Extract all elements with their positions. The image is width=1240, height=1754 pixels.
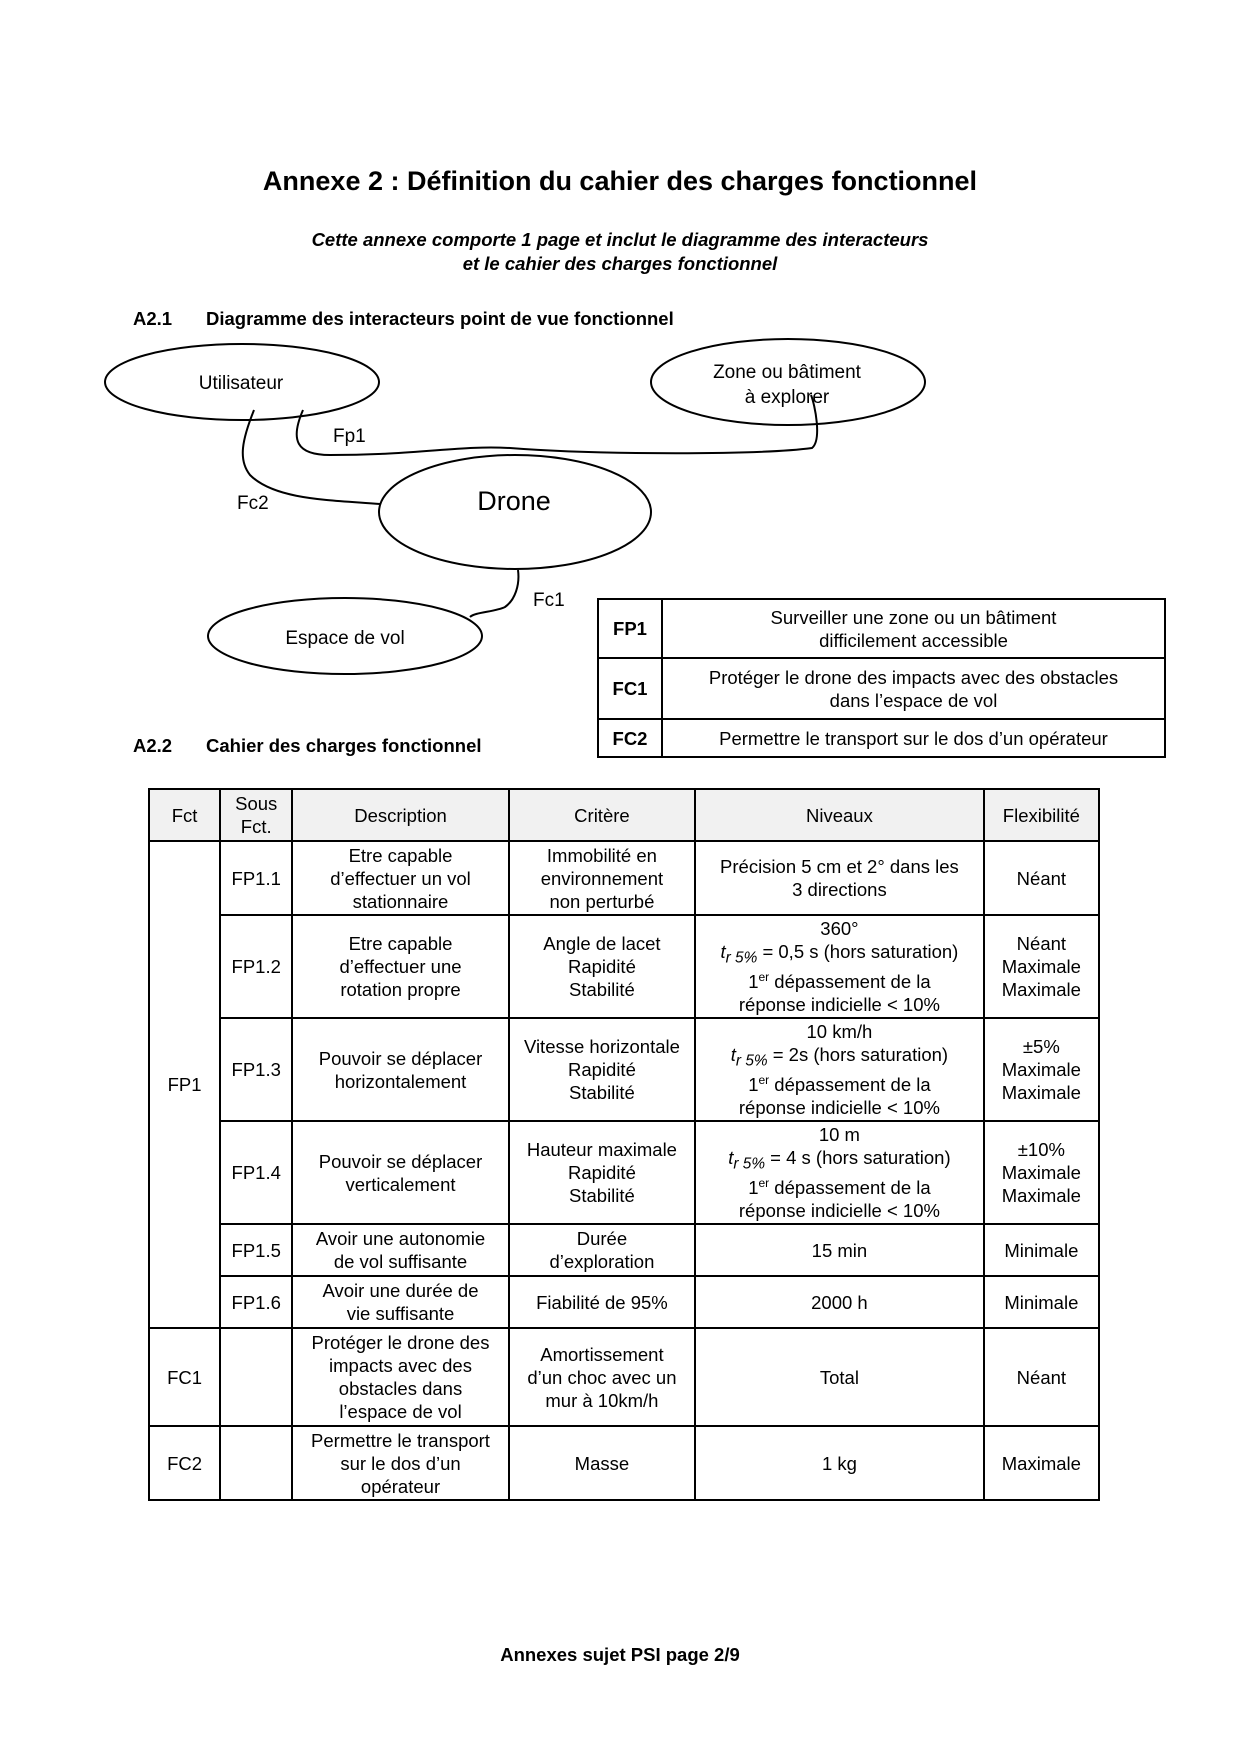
overshoot-ordinal: 1 <box>748 1073 759 1095</box>
description-line: Pouvoir se déplacer <box>318 1150 483 1172</box>
table-row <box>149 1276 1099 1328</box>
niveaux-cell: 2000 h <box>695 1276 984 1328</box>
page-footer: Annexes sujet PSI page 2/9 <box>500 1644 740 1665</box>
sous-fct-cell: FP1.6 <box>220 1276 292 1328</box>
overshoot-text: dépassement de la <box>769 1073 931 1095</box>
functions-text <box>662 658 1165 719</box>
critere-line: Angle de lacet <box>543 933 661 954</box>
description-line: Avoir une autonomie <box>315 1228 486 1249</box>
response-time-value: = 4 s (hors saturation) <box>770 1147 951 1169</box>
response-time-subscript: r 5% <box>735 1052 768 1070</box>
overshoot-ordinal-suffix: er <box>758 969 770 984</box>
response-time-subscript: r 5% <box>733 1155 766 1173</box>
overshoot-line <box>700 970 979 993</box>
response-time-line <box>700 1146 979 1176</box>
table-row <box>149 1224 1099 1276</box>
response-time-line <box>700 1043 979 1073</box>
header-fct: Fct <box>149 789 220 841</box>
table-row <box>149 1426 1099 1500</box>
table-row <box>149 915 1099 1018</box>
overshoot-ordinal-suffix: er <box>758 1175 770 1190</box>
niveaux-line: 3 directions <box>792 879 887 900</box>
description-line: de vol suffisante <box>333 1251 468 1272</box>
response-time-value: = 0,5 s (hors saturation) <box>762 941 959 963</box>
section-a21-title: Diagramme des interacteurs point de vue fonctionnel <box>206 308 674 329</box>
section-a22-heading <box>133 735 482 757</box>
critere-line: Stabilité <box>569 1082 635 1103</box>
overshoot-line-2: réponse indicielle < 10% <box>738 1199 940 1221</box>
niveaux-line: 360° <box>820 918 859 940</box>
functions-code: FC1 <box>598 658 662 719</box>
node-zone-label-line1: Zone ou bâtiment <box>713 362 861 383</box>
niveaux-line: 10 km/h <box>806 1021 873 1043</box>
fct-cell: FC2 <box>149 1426 220 1500</box>
critere-line: non perturbé <box>549 890 655 912</box>
critere-line: Stabilité <box>569 1185 635 1206</box>
critere-cell: Masse <box>509 1426 695 1500</box>
niveaux-line: Précision 5 cm et 2° dans les <box>720 856 959 877</box>
description-line: d’effectuer une <box>339 956 462 977</box>
description-line: Protéger le drone des <box>311 1332 490 1353</box>
critere-cell <box>509 1121 695 1224</box>
critere-line: Stabilité <box>569 979 635 1000</box>
header-critere: Critère <box>509 789 695 841</box>
overshoot-ordinal: 1 <box>748 970 759 992</box>
niveaux-line: 10 m <box>818 1124 860 1146</box>
description-cell <box>292 1426 508 1500</box>
niveaux-cell: 15 min <box>695 1224 984 1276</box>
description-line: sur le dos d’un <box>340 1452 461 1474</box>
sous-fct-cell <box>220 1426 292 1500</box>
critere-cell <box>509 915 695 1018</box>
description-line: d’effectuer un vol <box>330 867 471 889</box>
section-a22-title: Cahier des charges fonctionnel <box>206 735 482 756</box>
link-fc2-label: Fc2 <box>237 493 269 514</box>
flexibilite-cell <box>984 1018 1099 1121</box>
functions-text: Permettre le transport sur le dos d’un opérateur <box>662 719 1165 757</box>
critere-line: Immobilité en <box>546 844 657 866</box>
critere-line: Durée <box>576 1228 628 1249</box>
flexibilite-line: Maximale <box>1001 1162 1081 1183</box>
description-line: horizontalement <box>334 1070 467 1092</box>
node-zone-label-line2: à explorer <box>744 387 830 408</box>
critere-cell <box>509 1328 695 1426</box>
description-line: Pouvoir se déplacer <box>318 1047 483 1069</box>
critere-line: mur à 10km/h <box>545 1389 659 1411</box>
section-a21-number: A2.1 <box>133 308 173 329</box>
functions-code: FP1 <box>598 599 662 658</box>
functions-text-line: Surveiller une zone ou un bâtiment <box>770 606 1057 628</box>
niveaux-cell: Total <box>695 1328 984 1426</box>
flexibilite-cell: Minimale <box>984 1276 1099 1328</box>
description-cell <box>292 1224 508 1276</box>
cdc-header-row <box>149 789 1099 841</box>
overshoot-line-2: réponse indicielle < 10% <box>738 993 940 1015</box>
node-utilisateur-label: Utilisateur <box>198 373 284 394</box>
critere-cell: Fiabilité de 95% <box>509 1276 695 1328</box>
flexibilite-line: ±5% <box>1022 1036 1060 1057</box>
flexibilite-cell <box>984 1121 1099 1224</box>
description-cell <box>292 915 508 1018</box>
flexibilite-line: Maximale <box>1001 1185 1081 1206</box>
niveaux-cell <box>695 841 984 915</box>
sous-fct-cell <box>220 1328 292 1426</box>
header-sous-line: Fct. <box>240 816 272 837</box>
response-time-value: = 2s (hors saturation) <box>772 1044 949 1066</box>
description-line: impacts avec des <box>329 1355 472 1376</box>
flexibilite-cell <box>984 915 1099 1018</box>
sous-fct-cell: FP1.5 <box>220 1224 292 1276</box>
critere-line: Rapidité <box>567 956 636 977</box>
flexibilite-line: ±10% <box>1017 1139 1065 1160</box>
critere-cell <box>509 841 695 915</box>
response-time-symbol: t <box>728 1147 734 1169</box>
overshoot-line-2: réponse indicielle < 10% <box>738 1096 940 1118</box>
subtitle-line-2: et le cahier des charges fonctionnel <box>462 253 778 274</box>
functions-text-line: dans l’espace de vol <box>829 689 998 711</box>
overshoot-ordinal: 1 <box>748 1176 759 1198</box>
link-fc1-curve <box>470 570 518 617</box>
critere-line: d’un choc avec un <box>527 1366 677 1388</box>
section-a22-number: A2.2 <box>133 735 173 756</box>
functions-row-fc1 <box>598 658 1165 719</box>
header-description: Description <box>292 789 508 841</box>
functions-text-line: Protéger le drone des impacts avec des obstacles <box>708 666 1119 688</box>
description-line: vie suffisante <box>346 1303 455 1324</box>
description-line: Avoir une durée de <box>322 1280 479 1301</box>
description-line: Etre capable <box>348 844 453 866</box>
response-time-line <box>700 940 979 970</box>
overshoot-line <box>700 1176 979 1199</box>
page-title: Annexe 2 : Définition du cahier des charges fonctionnel <box>262 166 978 196</box>
description-cell <box>292 1328 508 1426</box>
description-line: Permettre le transport <box>311 1429 490 1451</box>
subtitle-line-1: Cette annexe comporte 1 page et inclut le diagramme des interacteurs <box>311 229 929 250</box>
niveaux-cell <box>695 1018 984 1121</box>
niveaux-cell <box>695 915 984 1018</box>
sous-fct-cell: FP1.4 <box>220 1121 292 1224</box>
header-sous-line: Sous <box>235 793 278 814</box>
description-line: stationnaire <box>352 890 449 912</box>
description-line: l’espace de vol <box>339 1401 462 1422</box>
link-fc2-curve <box>243 410 380 504</box>
flexibilite-line: Maximale <box>1001 956 1081 977</box>
cdc-table <box>148 788 1100 1501</box>
niveaux-cell <box>695 1121 984 1224</box>
table-row <box>149 1121 1099 1224</box>
flexibilite-cell: Néant <box>984 841 1099 915</box>
critere-line: Vitesse horizontale <box>523 1036 680 1057</box>
fct-fp1-cell: FP1 <box>149 841 220 1328</box>
link-fp1-curve <box>297 395 817 455</box>
functions-row-fp1 <box>598 599 1165 658</box>
functions-code: FC2 <box>598 719 662 757</box>
description-line: obstacles dans <box>338 1378 463 1399</box>
sous-fct-cell: FP1.3 <box>220 1018 292 1121</box>
header-niveaux: Niveaux <box>695 789 984 841</box>
table-row <box>149 841 1099 915</box>
response-time-symbol: t <box>720 941 726 963</box>
functions-table <box>597 598 1166 758</box>
critere-line: d’exploration <box>549 1251 655 1272</box>
critere-cell <box>509 1018 695 1121</box>
flexibilite-cell: Néant <box>984 1328 1099 1426</box>
node-espace-label: Espace de vol <box>285 628 405 649</box>
description-cell <box>292 1276 508 1328</box>
overshoot-text: dépassement de la <box>769 970 931 992</box>
critere-cell <box>509 1224 695 1276</box>
link-fc1-label: Fc1 <box>533 590 565 611</box>
flexibilite-cell: Maximale <box>984 1426 1099 1500</box>
flexibilite-line: Néant <box>1016 933 1067 954</box>
description-line: opérateur <box>360 1475 441 1497</box>
niveaux-cell: 1 kg <box>695 1426 984 1500</box>
description-cell <box>292 1018 508 1121</box>
critere-line: Hauteur maximale <box>526 1139 677 1160</box>
flexibilite-line: Maximale <box>1001 1059 1081 1080</box>
overshoot-ordinal-suffix: er <box>758 1072 770 1087</box>
flexibilite-cell: Minimale <box>984 1224 1099 1276</box>
description-cell <box>292 1121 508 1224</box>
functions-row-fc2 <box>598 719 1165 757</box>
sous-fct-cell: FP1.2 <box>220 915 292 1018</box>
critere-line: environnement <box>540 867 664 889</box>
fct-cell: FC1 <box>149 1328 220 1426</box>
overshoot-text: dépassement de la <box>769 1176 931 1198</box>
flexibilite-line: Maximale <box>1001 979 1081 1000</box>
description-line: rotation propre <box>340 979 461 1000</box>
table-row <box>149 1328 1099 1426</box>
response-time-symbol: t <box>730 1044 736 1066</box>
header-sous-fct <box>220 789 292 841</box>
description-line: verticalement <box>345 1173 456 1195</box>
node-drone-label: Drone <box>477 486 551 516</box>
description-line: Etre capable <box>348 933 453 954</box>
critere-line: Amortissement <box>540 1343 664 1365</box>
response-time-subscript: r 5% <box>725 949 758 967</box>
sous-fct-cell: FP1.1 <box>220 841 292 915</box>
critere-line: Rapidité <box>567 1162 636 1183</box>
table-row <box>149 1018 1099 1121</box>
link-fp1-label: Fp1 <box>333 426 366 447</box>
description-cell <box>292 841 508 915</box>
overshoot-line <box>700 1073 979 1096</box>
critere-line: Rapidité <box>567 1059 636 1080</box>
functions-text-line: difficilement accessible <box>819 629 1008 651</box>
flexibilite-line: Maximale <box>1001 1082 1081 1103</box>
header-flexibilite: Flexibilité <box>984 789 1099 841</box>
functions-text <box>662 599 1165 658</box>
